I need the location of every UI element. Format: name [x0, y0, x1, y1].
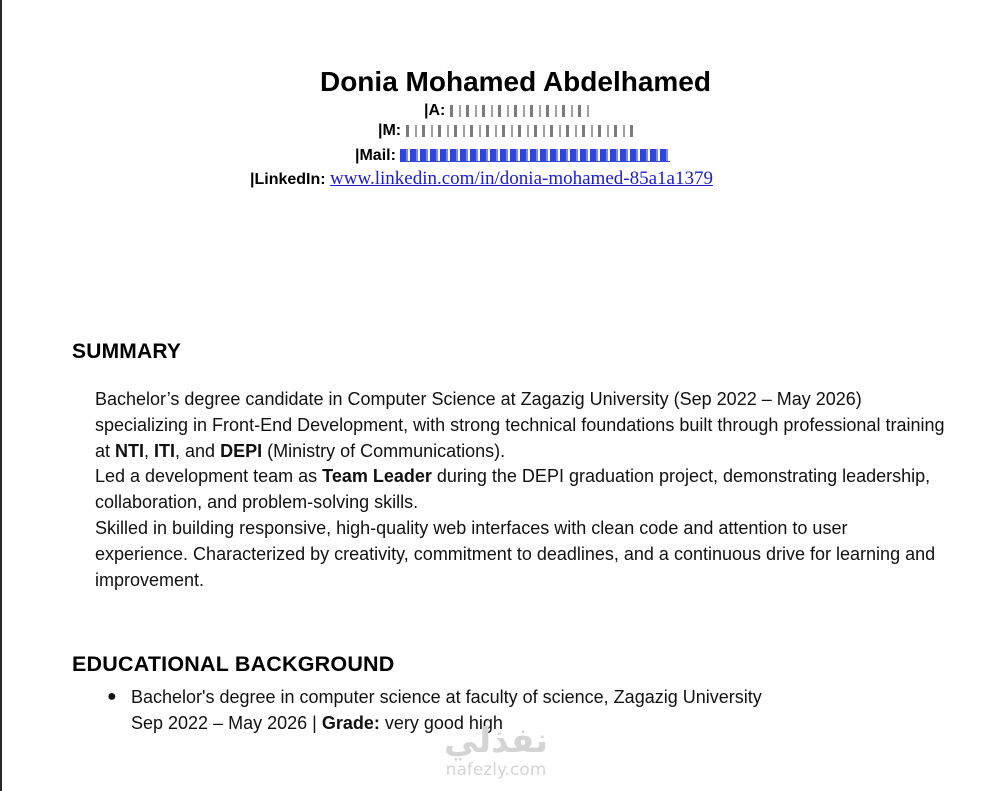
summary-paragraph-2	[95, 464, 945, 516]
contact-mail	[355, 146, 670, 166]
summary-p1-end: (Ministry of Communications).	[262, 440, 506, 461]
contact-mobile	[378, 121, 638, 141]
page-left-border	[0, 0, 2, 791]
summary-p2-text: Led a development team as	[95, 466, 323, 487]
summary-nti: NTI	[115, 440, 145, 461]
summary-p1-sep2: , and	[175, 440, 221, 461]
education-degree: Bachelor's degree in computer science at faculty of science, Zagazig University	[131, 687, 762, 707]
summary-title: SUMMARY	[72, 340, 182, 363]
education-dates-grade	[131, 710, 907, 736]
summary-p1-sep1: ,	[144, 440, 155, 461]
summary-p1-text: Bachelor’s degree candidate in Computer Science at Zagazig University (Sep 2022 – May 2026) specializing in Front-End Development, with strong technical foundations built through professional training at	[95, 389, 945, 461]
summary-p2-end: during the DEPI graduation project, demonstrating leadership, collaboration, and problem-solving skills.	[95, 466, 931, 513]
grade-value: very good high	[379, 713, 503, 733]
education-item	[107, 684, 907, 736]
summary-iti: ITI	[154, 440, 176, 461]
contact-linkedin	[250, 169, 713, 190]
education-dates: Sep 2022 – May 2026 |	[131, 713, 322, 733]
address-redacted-value	[450, 105, 590, 117]
mobile-label: |M:	[378, 122, 402, 139]
watermark-latin: nafezly.com	[445, 760, 547, 780]
grade-label: Grade:	[321, 713, 380, 733]
summary-depi: DEPI	[220, 440, 263, 461]
education-title: EDUCATIONAL BACKGROUND	[72, 652, 395, 676]
mobile-redacted-value	[406, 125, 638, 137]
summary-paragraph-1	[95, 387, 945, 464]
address-label: |A:	[424, 102, 446, 119]
mail-label: |Mail:	[355, 147, 396, 164]
mail-link-redacted[interactable]	[400, 149, 670, 162]
summary-team-leader: Team Leader	[322, 466, 432, 487]
bullet-icon: ●	[107, 688, 117, 705]
contact-address	[424, 101, 590, 121]
linkedin-link[interactable]: www.linkedin.com/in/donia-mohamed-85a1a1379	[330, 168, 713, 189]
candidate-name: Donia Mohamed Abdelhamed	[319, 66, 711, 97]
summary-paragraph-3: Skilled in building responsive, high-quality web interfaces with clean code and attention to user experience. Characterized by creativity, commitment to deadlines, and a continuous drive for learning and improvement.	[95, 517, 936, 590]
summary-body	[95, 387, 945, 593]
watermark-arabic: نفذلي	[443, 721, 549, 761]
linkedin-label: |LinkedIn:	[250, 171, 326, 188]
